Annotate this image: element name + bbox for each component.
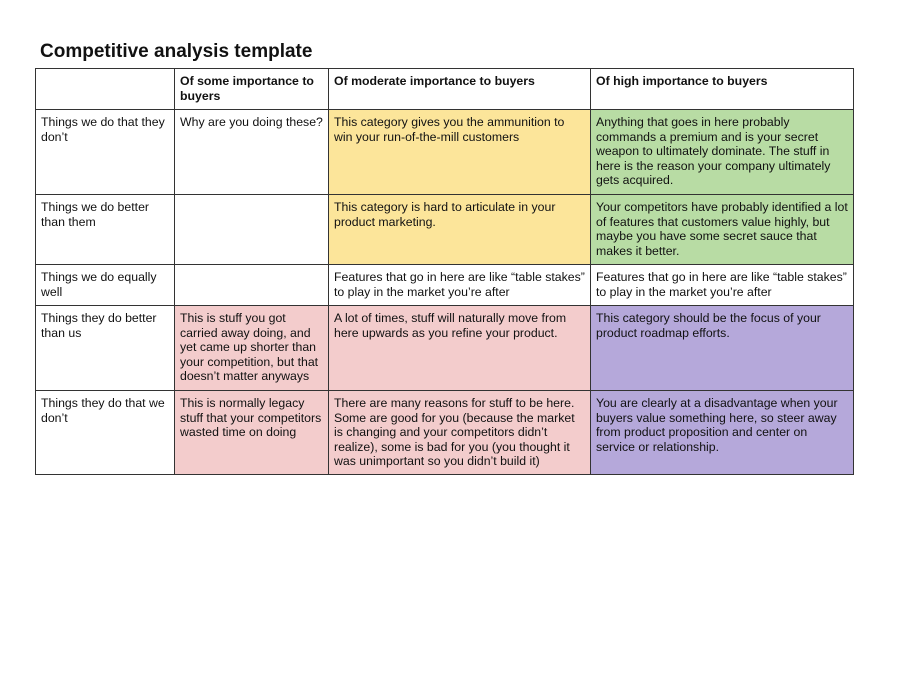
row-label-they-do-that-we-dont: Things they do that we don’t xyxy=(36,391,175,475)
document-title: Competitive analysis template xyxy=(40,41,313,62)
table-header-row xyxy=(36,69,854,110)
table-cell: Features that go in here are like “table stakes” to play in the market you’re after xyxy=(591,265,854,306)
table-cell: Your competitors have probably identified a lot of features that customers value highly, but maybe you have some secret sauce that makes it better. xyxy=(591,195,854,265)
table-row xyxy=(36,306,854,391)
table-cell: Features that go in here are like “table stakes” to play in the market you’re after xyxy=(329,265,591,306)
table-cell: This is stuff you got carried away doing, and yet came up shorter than your competition, but that doesn’t matter anyways xyxy=(175,306,329,391)
table-cell: This is normally legacy stuff that your competitors wasted time on doing xyxy=(175,391,329,475)
header-some-importance: Of some importance to buyers xyxy=(175,69,329,110)
table-cell: There are many reasons for stuff to be here. Some are good for you (because the market is changing and your competitors didn’t realize), some is bad for you (you thought it was unimportant so you didn’t build it) xyxy=(329,391,591,475)
table-row xyxy=(36,391,854,475)
row-label-do-that-they-dont: Things we do that they don’t xyxy=(36,110,175,195)
table-cell xyxy=(175,265,329,306)
table-cell xyxy=(175,195,329,265)
header-corner-cell xyxy=(36,69,175,110)
row-label-do-equally-well: Things we do equally well xyxy=(36,265,175,306)
table-cell: This category should be the focus of your product roadmap efforts. xyxy=(591,306,854,391)
table-row xyxy=(36,110,854,195)
table-row xyxy=(36,195,854,265)
table-cell: This category is hard to articulate in your product marketing. xyxy=(329,195,591,265)
header-high-importance: Of high importance to buyers xyxy=(591,69,854,110)
table-row xyxy=(36,265,854,306)
competitive-analysis-table xyxy=(35,68,854,475)
table-cell: A lot of times, stuff will naturally move from here upwards as you refine your product. xyxy=(329,306,591,391)
header-moderate-importance: Of moderate importance to buyers xyxy=(329,69,591,110)
table-cell: Anything that goes in here probably commands a premium and is your secret weapon to ultimately dominate. The stuff in here is the reason your company ultimately gets acquired. xyxy=(591,110,854,195)
row-label-they-do-better: Things they do better than us xyxy=(36,306,175,391)
table-cell: Why are you doing these? xyxy=(175,110,329,195)
row-label-do-better-than-them: Things we do better than them xyxy=(36,195,175,265)
table-cell: This category gives you the ammunition to win your run-of-the-mill customers xyxy=(329,110,591,195)
table-cell: You are clearly at a disadvantage when your buyers value something here, so steer away from product proposition and center on service or relationship. xyxy=(591,391,854,475)
